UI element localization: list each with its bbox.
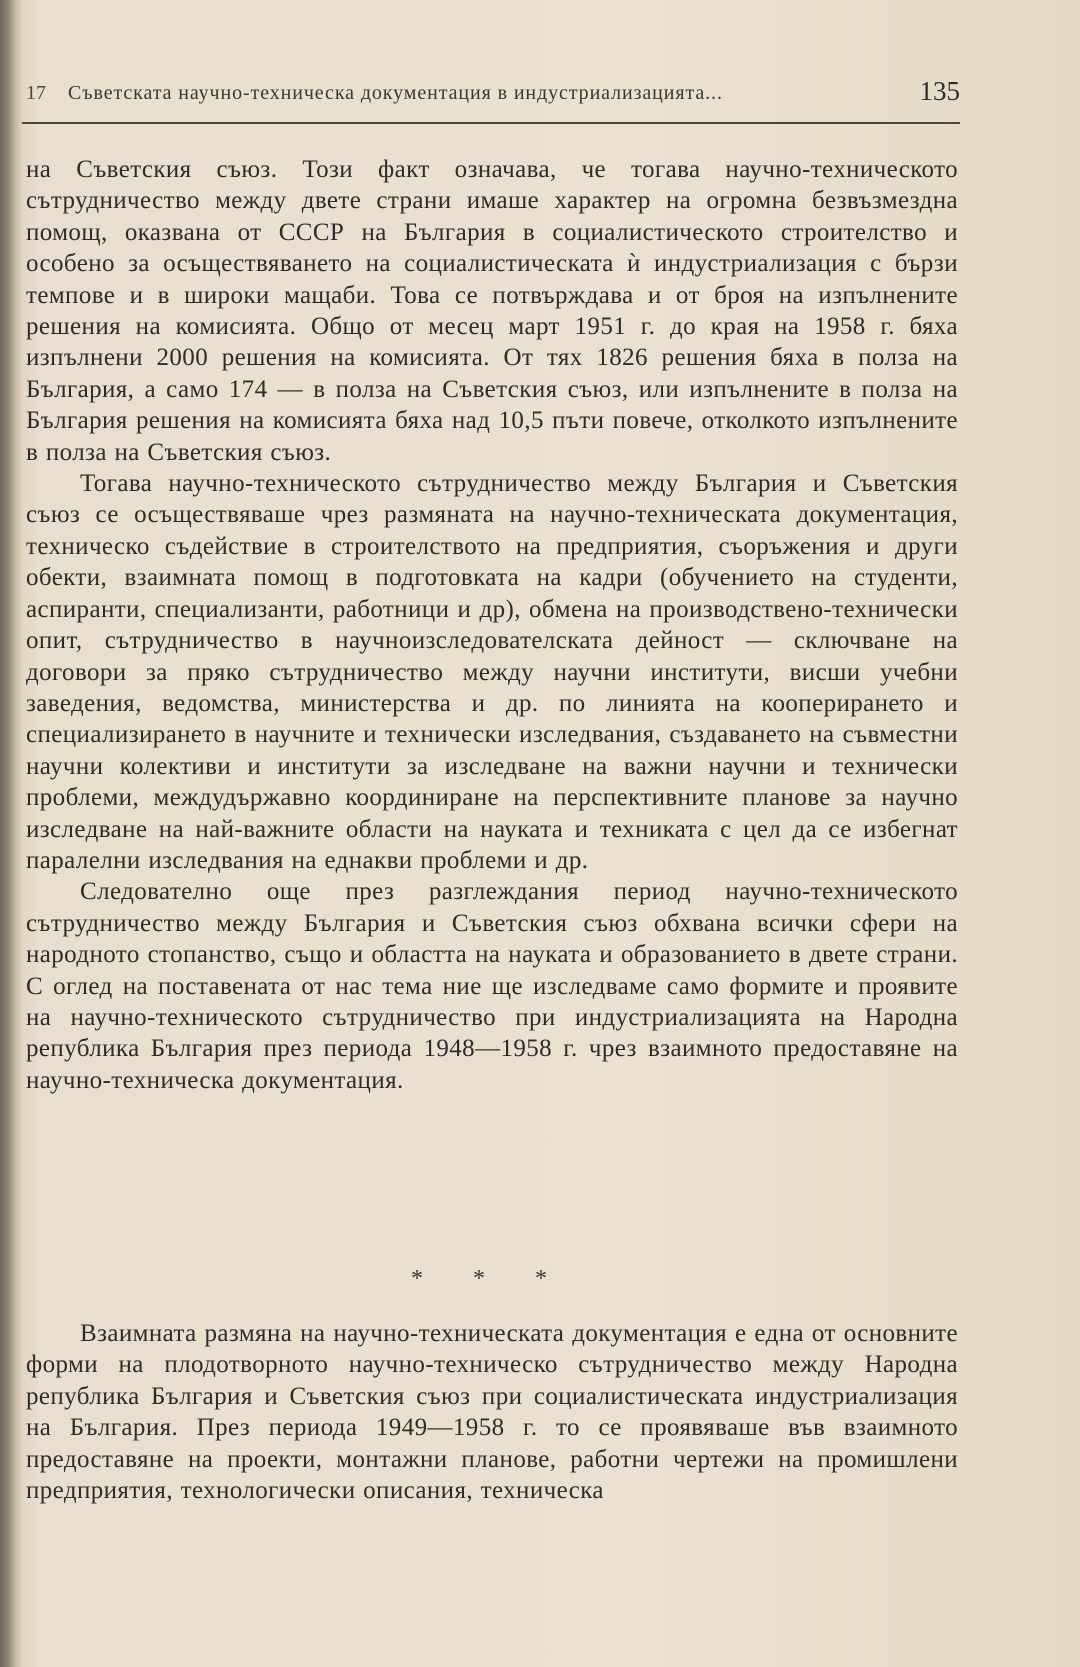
running-title: Съветската научно-техническа документация в индустриализацията... xyxy=(68,82,723,104)
section-separator: * * * xyxy=(411,1266,569,1292)
paragraph-continuation: на Съветския съюз. Този факт означава, че тогава научно-техническото сътрудничество между двете страни имаше характер на огромна безвъзмездна помощ, оказвана от СССР на България в социалистическото строителство и особено за осъществяването на социалистическата ѝ индустриализация с бързи темпове и в широки мащаби. Това се потвърждава и от броя на изпълнените решения на комисията. Общо от месец март 1951 г. до края на 1958 г. бяха изпълнени 2000 решения на комисията. От тях 1826 решения бяха в полза на България, а само 174 — в полза на Съветския съюз, или изпълнените в полза на България решения на комисията бяха над 10,5 пъти повече, отколкото изпълнените в полза на Съветския съюз. xyxy=(26,156,958,466)
body-text-bottom xyxy=(26,1318,958,1506)
paragraph: Тогава научно-техническото сътрудничество между България и Съветския съюз се осъществяваше чрез размяната на научно-техническата документация, техническо съдействие в строителството на предприятия, съоръжения и други обекти, взаимната помощ в подготовката на кадри (обучението на студенти, аспиранти, специализанти, работници и др), обмена на производствено-технически опит, сътрудничество в научноизследователската дейност — сключване на договори за пряко сътрудничество между научни институти, висши учебни заведения, ведомства, министерства и др. по линията на кооперирането и специализирането в научните и технически изследвания, създаването на съвместни научни колективи и институти за изследване на важни научни и технически проблеми, междудържавно координиране на перспективните планове за научно изследване на най-важните области на науката и техниката с цел да се избегнат паралелни изследвания на еднакви проблеми и др. xyxy=(26,470,958,874)
header-left-number: 17 xyxy=(26,82,46,104)
book-binding-edge xyxy=(0,0,22,1667)
header-rule xyxy=(22,122,960,124)
body-text-top xyxy=(26,154,958,1096)
paragraph: Взаимната размяна на научно-техническата документация е една от основните форми на плодотворното научно-техническо сътрудничество между Народна република България и Съветския съюз при социалистическата индустриализация на България. През периода 1949—1958 г. то се проявяваше във взаимното предоставяне на проекти, монтажни планове, работни чертежи на промишлени предприятия, технологически описания, техническа xyxy=(26,1320,958,1505)
paragraph: Следователно още през разглеждания период научно-техническото сътрудничество между България и Съветския съюз обхвана всички сфери на народното стопанство, също и областта на науката и образованието в двете страни. С оглед на поставената от нас тема ние ще изследваме само формите и проявите на научно-техническото сътрудничество при индустриализацията на Народна република България през периода 1948—1958 г. чрез взаимното предоставяне на научно-техническа документация. xyxy=(26,878,958,1094)
running-header xyxy=(20,70,960,126)
page-number: 135 xyxy=(919,76,960,106)
